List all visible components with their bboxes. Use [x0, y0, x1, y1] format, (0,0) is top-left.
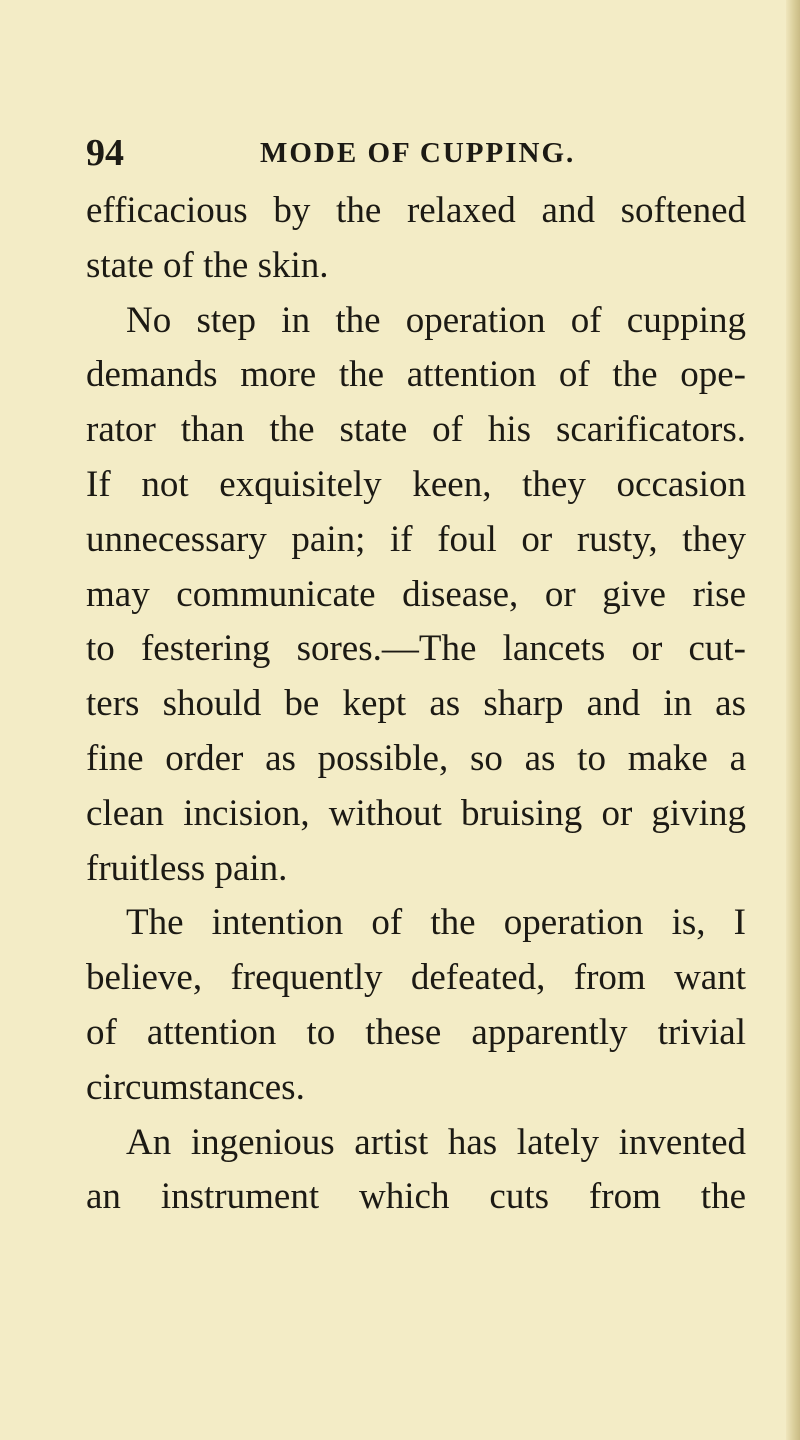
- text-line: unnecessary pain; if foul or rusty, they: [86, 518, 746, 560]
- text-line: circumstances.: [86, 1066, 305, 1108]
- page-edge: [786, 0, 800, 1440]
- text-line: fruitless pain.: [86, 847, 288, 889]
- text-line: fine order as possible, so as to make a: [86, 737, 746, 779]
- text-line: ters should be kept as sharp and in as: [86, 683, 746, 725]
- text-line: An ingenious artist has lately invented: [126, 1121, 746, 1163]
- text-line: If not exquisitely keen, they occasion: [86, 463, 746, 505]
- text-line: No step in the operation of cupping: [126, 299, 746, 341]
- text-line: clean incision, without bruising or giving: [86, 792, 746, 834]
- text-line: demands more the attention of the ope-: [86, 354, 746, 396]
- text-line: The intention of the operation is, I: [126, 902, 746, 944]
- text-line: rator than the state of his scarificators.: [86, 409, 746, 451]
- text-line: efficacious by the relaxed and softened: [86, 190, 746, 231]
- text-line: an instrument which cuts from the: [86, 1176, 746, 1218]
- text-line: may communicate disease, or give rise: [86, 573, 746, 615]
- text-line: of attention to these apparently trivial: [86, 1011, 746, 1053]
- running-head: MODE OF CUPPING.: [260, 137, 576, 169]
- text-line: state of the skin.: [86, 244, 329, 286]
- text-line: to festering sores.—The lancets or cut-: [86, 628, 746, 670]
- text-line: believe, frequently defeated, from want: [86, 957, 746, 999]
- page-header: [86, 128, 746, 178]
- body-text: [86, 184, 746, 1225]
- page-number: 94: [86, 132, 124, 174]
